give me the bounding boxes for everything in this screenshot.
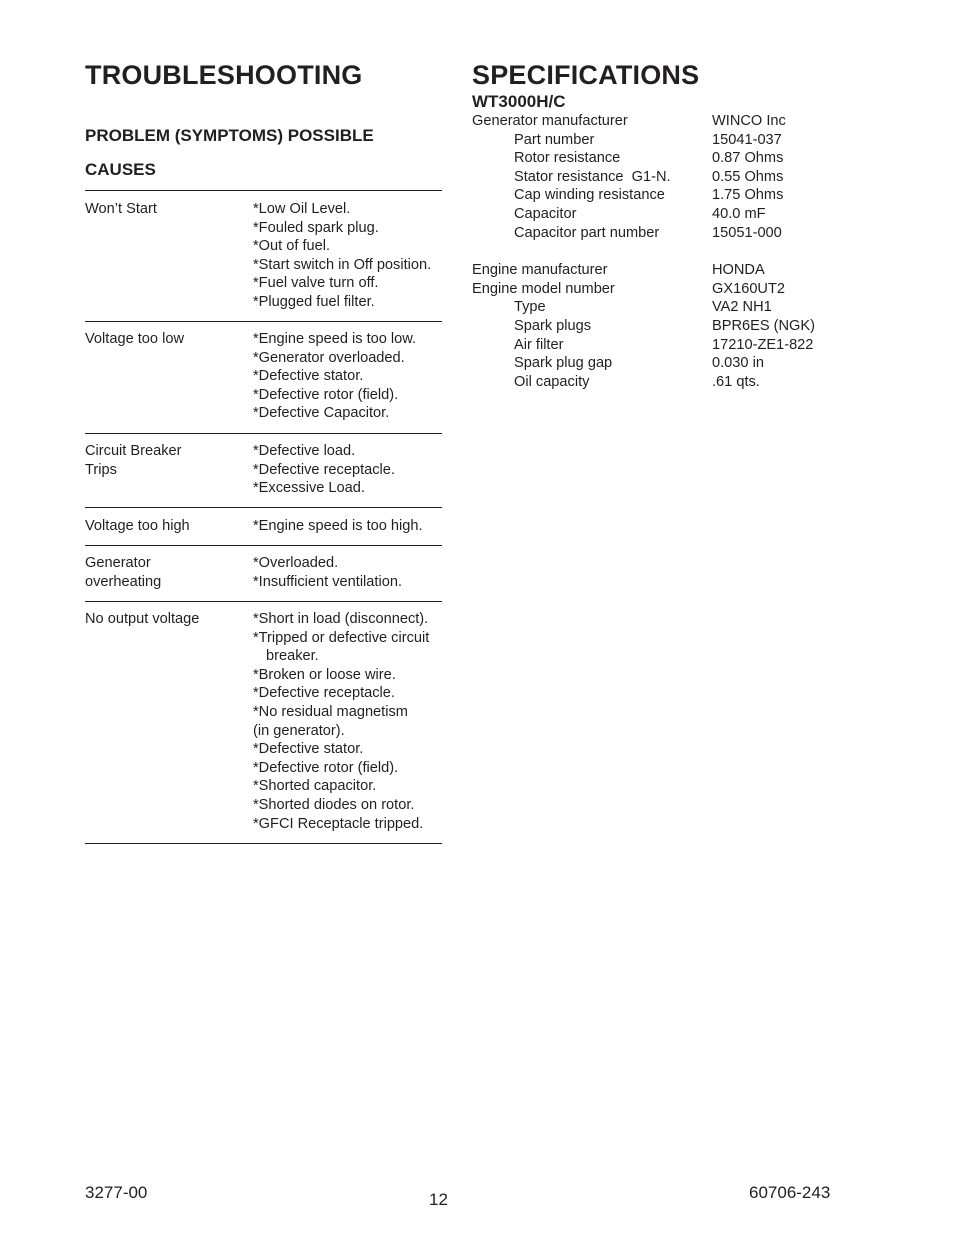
spec-label: Generator manufacturer	[472, 113, 628, 129]
divider	[85, 321, 442, 322]
causes-cell	[253, 200, 453, 312]
cause-text: *Defective rotor (field).	[253, 386, 399, 403]
cause-text: *Broken or loose wire.	[253, 666, 396, 683]
spec-label: Air filter	[514, 337, 564, 353]
problem-text: overheating	[85, 573, 162, 590]
cause-text: *Fouled spark plug.	[253, 219, 379, 236]
spec-value: 0.87 Ohms	[712, 150, 784, 166]
cause-text: *Plugged fuel filter.	[253, 293, 375, 310]
spec-label: Part number	[514, 132, 595, 148]
causes-cell	[253, 442, 453, 498]
cause-text: *Overloaded.	[253, 555, 339, 571]
divider	[85, 545, 442, 546]
cause-text: *Defective Capacitor.	[253, 405, 390, 422]
divider	[85, 843, 442, 844]
cause-text: *Start switch in Off position.	[253, 256, 432, 273]
cause-text: *Tripped or defective circuit	[253, 629, 430, 646]
cause-text: *Shorted diodes on rotor.	[253, 796, 415, 813]
causes-cell	[253, 554, 453, 591]
divider	[85, 433, 442, 434]
cause-text: *Defective stator.	[253, 368, 364, 385]
spec-value: .61 qts.	[712, 374, 760, 390]
problem-cell	[85, 330, 245, 349]
problem-cell	[85, 610, 245, 629]
cause-text: breaker.	[266, 648, 319, 665]
cause-text: *Defective receptacle.	[253, 685, 395, 702]
spec-value: 0.55 Ohms	[712, 169, 784, 185]
cause-text: *Low Oil Level.	[253, 201, 351, 217]
problem-text: No output voltage	[85, 611, 200, 627]
spec-label: Engine model number	[472, 281, 615, 297]
problem-text: Voltage too high	[85, 518, 190, 534]
cause-text: *Fuel valve turn off.	[253, 275, 379, 292]
spec-value: 40.0 mF	[712, 206, 766, 222]
spec-value: 0.030 in	[712, 355, 764, 371]
problem-text: Voltage too low	[85, 331, 184, 347]
cause-text: *Excessive Load.	[253, 480, 365, 497]
table-heading-line1: PROBLEM (SYMPTOMS) POSSIBLE	[85, 126, 374, 145]
spec-value: 17210-ZE1-822	[712, 337, 814, 353]
divider	[85, 601, 442, 602]
cause-text: *Out of fuel.	[253, 238, 331, 255]
spec-value: GX160UT2	[712, 281, 786, 297]
model-number: WT3000H/C	[472, 92, 566, 111]
cause-text: *GFCI Receptacle tripped.	[253, 815, 424, 832]
cause-text: *Defective load.	[253, 443, 356, 459]
cause-text: *Insufficient ventilation.	[253, 573, 403, 590]
spec-value: 15051-000	[712, 225, 782, 241]
cause-text: *Generator overloaded.	[253, 349, 405, 366]
cause-text: *Defective stator.	[253, 741, 364, 758]
page-number: 12	[429, 1190, 448, 1209]
spec-label: Spark plug gap	[514, 355, 613, 371]
cause-text: *Engine speed is too high.	[253, 518, 423, 534]
footer-left-code: 3277-00	[85, 1183, 148, 1202]
spec-label: Capacitor part number	[514, 225, 660, 241]
cause-text: *Defective rotor (field).	[253, 759, 399, 776]
problem-text: Won’t Start	[85, 201, 157, 217]
spec-label: Engine manufacturer	[472, 262, 608, 278]
causes-cell	[253, 517, 453, 536]
spec-label: Rotor resistance	[514, 150, 621, 166]
cause-text: *Short in load (disconnect).	[253, 611, 429, 627]
problem-text: Trips	[85, 461, 117, 478]
specifications-title: SPECIFICATIONS	[472, 60, 700, 90]
spec-label: Stator resistance G1-N.	[514, 169, 671, 185]
spec-label: Spark plugs	[514, 318, 592, 334]
divider	[85, 190, 442, 191]
problem-cell	[85, 517, 245, 536]
cause-text: *Engine speed is too low.	[253, 331, 417, 347]
problem-cell	[85, 200, 245, 219]
spec-value: VA2 NH1	[712, 299, 772, 315]
problem-text: Circuit Breaker	[85, 443, 182, 459]
divider	[85, 507, 442, 508]
spec-value: 1.75 Ohms	[712, 187, 784, 203]
table-heading-line2: CAUSES	[85, 160, 156, 179]
problem-text: Generator	[85, 555, 151, 571]
troubleshooting-title: TROUBLESHOOTING	[85, 60, 363, 90]
causes-cell	[253, 330, 453, 423]
footer-right-code: 60706-243	[749, 1183, 831, 1202]
spec-value: 15041-037	[712, 132, 782, 148]
problem-cell	[85, 442, 245, 479]
spec-label: Type	[514, 299, 546, 315]
problem-cell	[85, 554, 245, 591]
spec-label: Cap winding resistance	[514, 187, 665, 203]
spec-value: HONDA	[712, 262, 765, 278]
cause-text: *Shorted capacitor.	[253, 778, 377, 795]
cause-text: (in generator).	[253, 722, 345, 739]
spec-value: BPR6ES (NGK)	[712, 318, 815, 334]
cause-text: *Defective receptacle.	[253, 461, 395, 478]
spec-label: Oil capacity	[514, 374, 590, 390]
spec-label: Capacitor	[514, 206, 577, 222]
cause-text: *No residual magnetism	[253, 703, 408, 720]
spec-value: WINCO Inc	[712, 113, 786, 129]
causes-cell	[253, 610, 453, 833]
